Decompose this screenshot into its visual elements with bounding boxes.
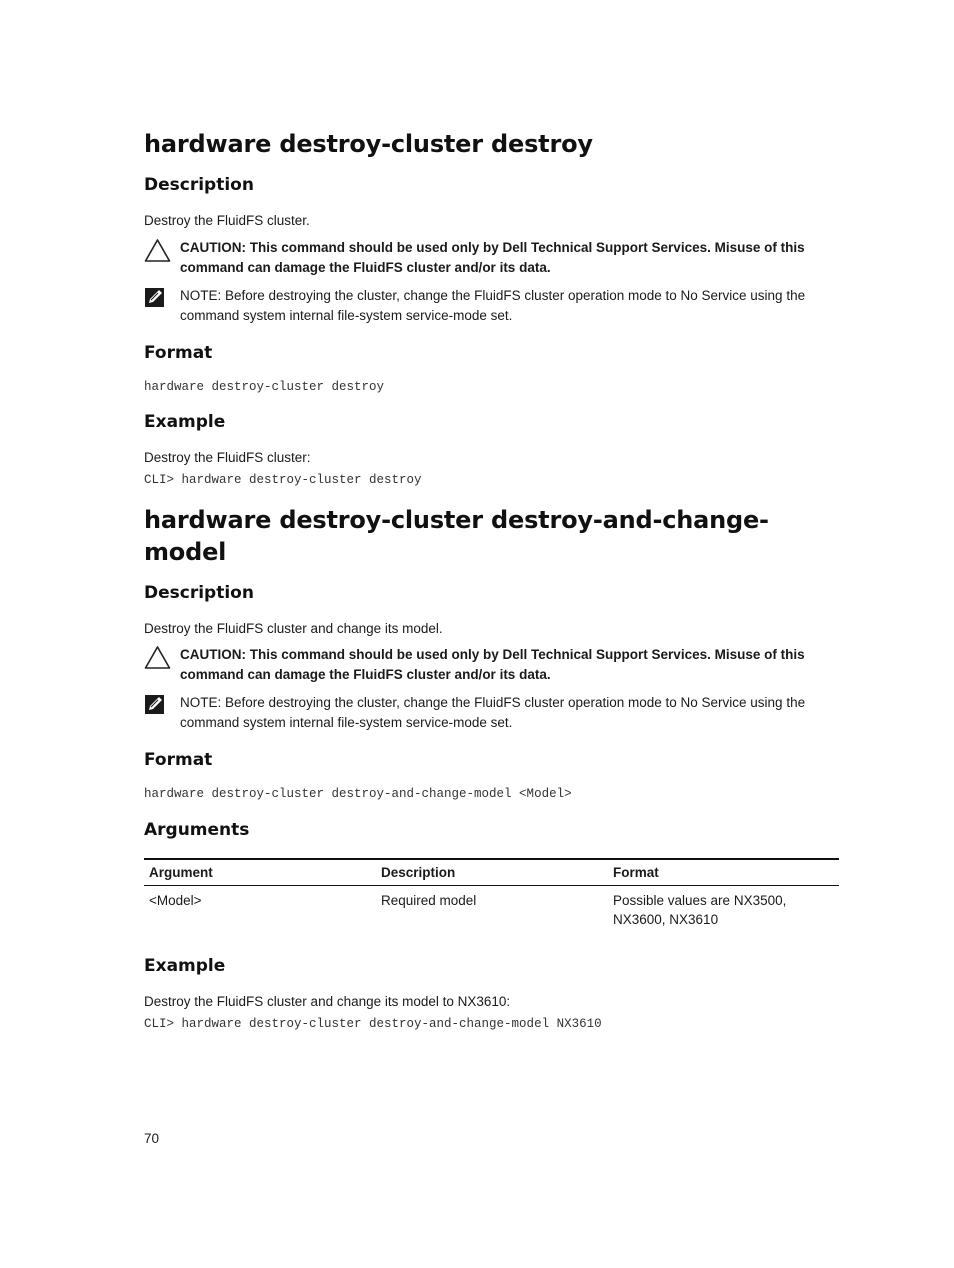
description-text: Destroy the FluidFS cluster and change its model. <box>144 621 443 636</box>
format-heading: Format <box>144 343 213 363</box>
caution-text: CAUTION: This command should be used only by Dell Technical Support Services. Misuse of this command can damage the FluidFS cluster and/or its data. <box>180 240 805 275</box>
note-callout <box>144 693 839 732</box>
example-heading: Example <box>144 956 226 976</box>
example-heading: Example <box>144 412 226 432</box>
note-pencil-icon <box>144 693 180 720</box>
table-cell: Required model <box>381 893 477 908</box>
table-row <box>144 886 839 935</box>
table-header-cell: Argument <box>144 859 376 886</box>
note-body: Before destroying the cluster, change the FluidFS cluster operation mode to No Service using the command system internal file-system service-mode set. <box>180 288 806 323</box>
note-text <box>180 693 839 732</box>
table-cell: Possible values are NX3500, NX3600, NX3610 <box>613 893 787 927</box>
caution-triangle-icon <box>144 238 180 268</box>
note-callout <box>144 286 839 325</box>
caution-text: CAUTION: This command should be used only by Dell Technical Support Services. Misuse of this command can damage the FluidFS cluster and/or its data. <box>180 647 805 682</box>
format-code: hardware destroy-cluster destroy-and-change-model <Model> <box>144 787 572 801</box>
table-cell: <Model> <box>149 893 202 908</box>
note-label: NOTE: <box>180 695 222 710</box>
table-header-cell: Format <box>608 859 839 886</box>
example-text: Destroy the FluidFS cluster and change its model to NX3610: <box>144 994 511 1009</box>
example-code: CLI> hardware destroy-cluster destroy-and-change-model NX3610 <box>144 1017 602 1031</box>
section-title: hardware destroy-cluster destroy-and-change-model <box>144 506 769 566</box>
note-pencil-icon <box>144 286 180 313</box>
description-heading: Description <box>144 583 254 603</box>
arguments-heading: Arguments <box>144 820 250 840</box>
example-text: Destroy the FluidFS cluster: <box>144 450 311 465</box>
format-code: hardware destroy-cluster destroy <box>144 380 385 394</box>
note-label: NOTE: <box>180 288 222 303</box>
arguments-table <box>144 858 839 934</box>
caution-callout <box>144 238 839 277</box>
note-text <box>180 286 839 325</box>
description-text: Destroy the FluidFS cluster. <box>144 213 310 228</box>
page-number: 70 <box>144 1131 160 1146</box>
description-heading: Description <box>144 175 254 195</box>
table-header-cell: Description <box>376 859 608 886</box>
example-code: CLI> hardware destroy-cluster destroy <box>144 473 422 487</box>
caution-callout <box>144 645 839 684</box>
note-body: Before destroying the cluster, change the FluidFS cluster operation mode to No Service using the command system internal file-system service-mode set. <box>180 695 806 730</box>
section-title: hardware destroy-cluster destroy <box>144 130 593 158</box>
document-page <box>144 128 839 1033</box>
caution-triangle-icon <box>144 645 180 675</box>
format-heading: Format <box>144 750 213 770</box>
table-header-row <box>144 859 839 886</box>
